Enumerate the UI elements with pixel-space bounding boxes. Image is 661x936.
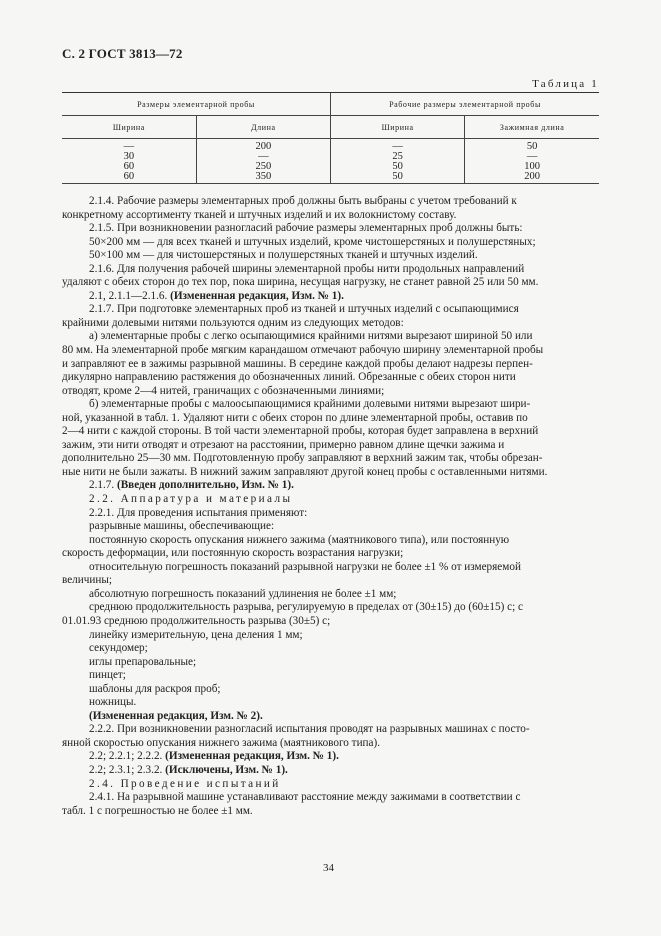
amendment-label: (Исключены, Изм. № 1).	[165, 763, 288, 776]
text-line: скорость деформации, или постоянную скорость возрастания нагрузки;	[62, 547, 404, 560]
text-line: 2.1.5. При возникновении разногласий рабочие размеры элементарных проб должны быть:	[89, 222, 523, 235]
text-line: 2.1.7. При подготовке элементарных проб из тканей и штучных изделий с осыпающимися	[89, 303, 519, 316]
amendment-note	[89, 290, 599, 304]
text-line: постоянную скорость опускания нижнего зажима (маятникового типа), или постоянную	[89, 533, 510, 546]
text-line: дикулярно направлению растяжения до обозначенных линий. Обрезанные с обеих сторон нити	[62, 371, 516, 384]
amendment-label: (Измененная редакция, Изм. № 1).	[170, 289, 344, 302]
body-text	[62, 195, 599, 818]
amendment-label: (Измененная редакция, Изм. № 1).	[165, 750, 339, 763]
text-line: шаблоны для раскроя проб;	[89, 682, 221, 695]
text-line: пинцет;	[89, 669, 126, 682]
table-cell: 250	[196, 162, 330, 172]
table-group-header-sample-size: Размеры элементарной пробы	[62, 93, 331, 116]
table-cell: —	[465, 152, 599, 162]
text-line: 2—4 нити с каждой стороны. В той части элементарной пробы, которая будет заправлена в верхний	[62, 425, 539, 438]
text-line: иглы препаровальные;	[89, 655, 197, 668]
text-line: относительную погрешность показаний разрывной нагрузки не более ±1 % от измеряемой	[89, 560, 521, 573]
text-line: ной, указанной в табл. 1. Удаляют нити с обеих сторон по длине элементарной пробы, оставив по	[62, 411, 528, 424]
table-cell: 50	[331, 162, 465, 172]
text-line: табл. 1 с погрешностью не более ±1 мм.	[62, 804, 253, 817]
table-cell: 100	[465, 162, 599, 172]
amendment-label: (Введен дополнительно, Изм. № 1).	[116, 479, 294, 492]
text-line: удаляют с обеих сторон до тех пор, пока ширина, несущая нагрузку, не станет равной 25 или 50 мм.	[62, 276, 539, 289]
table-cell: 25	[331, 152, 465, 162]
text-line: 50×100 мм — для чистошерстяных и полушерстяных тканей и штучных изделий.	[89, 249, 478, 262]
sample-dimensions-table	[62, 92, 599, 184]
text-line: 2.4.1. На разрывной машине устанавливают расстояние между зажимами в соответствии с	[89, 791, 521, 804]
table-cell: 350	[196, 172, 330, 184]
text-line: 2.1.4. Рабочие размеры элементарных проб должны быть выбраны с учетом требований к	[89, 195, 517, 207]
text-line: разрывные машины, обеспечивающие:	[89, 520, 275, 533]
text-line: и заправляют ее в зажимы разрывной машины. В середине каждой пробы делают надрезы перпен-	[62, 357, 533, 370]
table-row	[62, 139, 599, 153]
text-line: янной скоростью опускания нижнего зажима (маятникового типа).	[62, 736, 381, 749]
table-header-clamp-length: Зажимная длина	[465, 116, 599, 139]
table-cell: —	[123, 141, 135, 152]
page-header: С. 2 ГОСТ 3813—72	[62, 46, 183, 61]
amendment-ref: 2.1, 2.1.1—2.1.6.	[89, 289, 168, 302]
table-header-working-width: Ширина	[331, 116, 465, 139]
table-cell: —	[331, 139, 465, 153]
table-cell: 200	[465, 172, 599, 184]
text-line: 2.2.1. Для проведения испытания применяют:	[89, 506, 308, 519]
table-cell: 200	[196, 139, 330, 153]
text-line: секундомер;	[89, 642, 148, 655]
text-line: 2.1.6. Для получения рабочей ширины элементарной пробы нити продольных направлений	[89, 262, 525, 275]
table-header-length: Длина	[196, 116, 330, 139]
table-cell: 30	[123, 151, 135, 162]
text-line: среднюю продолжительность разрыва, регулируемую в пределах от (30±15) до (60±15) с; с	[89, 601, 523, 614]
section-heading: 2.2. Аппаратура и материалы	[89, 493, 293, 506]
table-caption: Таблица 1	[532, 78, 599, 90]
text-line: 2.2.2. При возникновении разногласий испытания проводят на разрывных машинах с посто-	[89, 723, 530, 736]
table-row	[62, 152, 599, 162]
text-line: 80 мм. На элементарной пробе мягким карандашом отмечают рабочую ширину элементарной пробы	[62, 344, 544, 357]
text-line: зажим, эти нити отводят и отрезают на расстоянии, примерно равном длине щечки зажима и	[62, 438, 505, 451]
text-line: конкретному ассортименту тканей и штучных изделий и их волокнистому составу.	[62, 208, 457, 221]
text-line: ножницы.	[89, 696, 137, 709]
amendment-ref: 2.2; 2.2.1; 2.2.2.	[89, 750, 163, 763]
amendment-note	[89, 764, 599, 778]
text-line: линейку измерительную, цена деления 1 мм;	[89, 628, 303, 641]
table-row	[62, 162, 599, 172]
table-cell: 60	[62, 172, 196, 184]
table-group-header-working-size: Рабочие размеры элементарной пробы	[331, 93, 600, 116]
table-cell: 50	[331, 172, 465, 184]
amendment-ref: 2.1.7.	[89, 479, 115, 492]
section-heading: 2.4. Проведение испытаний	[89, 777, 281, 790]
table-header-width: Ширина	[62, 116, 196, 139]
text-line: б) элементарные пробы с малоосыпающимися крайними долевыми нитями вырезают шири-	[89, 398, 531, 411]
text-line: 01.01.93 среднюю продолжительность разрыва (30±5) с;	[62, 614, 331, 627]
amendment-note	[89, 710, 599, 724]
amendment-ref: 2.2; 2.3.1; 2.3.2.	[89, 763, 163, 776]
text-line: дополнительно 25—30 мм. Подготовленную пробу заправляют в верхний зажим так, чтобы обрезан-	[62, 452, 543, 465]
amendment-note	[89, 479, 599, 493]
amendment-label: (Измененная редакция, Изм. № 2).	[89, 709, 263, 722]
page-number: 34	[323, 862, 334, 874]
text-line: величины;	[62, 574, 112, 587]
text-line: ные нити не были зажаты. В нижний зажим заправляют другой конец пробы с оставленными нитями.	[62, 465, 548, 478]
amendment-note	[89, 750, 599, 764]
text-line: отводят, кроме 2—4 нитей, граничащих с обозначенными линиями;	[62, 384, 385, 397]
text-line: крайними долевыми нитями пользуются одним из следующих методов:	[62, 316, 404, 329]
text-line: а) элементарные пробы с легко осыпающимися крайними нитями вырезают шириной 50 или	[89, 330, 533, 343]
text-line: 50×200 мм — для всех тканей и штучных изделий, кроме чистошерстяных и полушерстяных;	[89, 235, 536, 248]
text-line: абсолютную погрешность показаний удлинения не более ±1 мм;	[89, 587, 397, 600]
table-cell: —	[196, 152, 330, 162]
table-cell: 50	[465, 139, 599, 153]
table-row	[62, 172, 599, 184]
table-cell: 60	[123, 161, 135, 172]
